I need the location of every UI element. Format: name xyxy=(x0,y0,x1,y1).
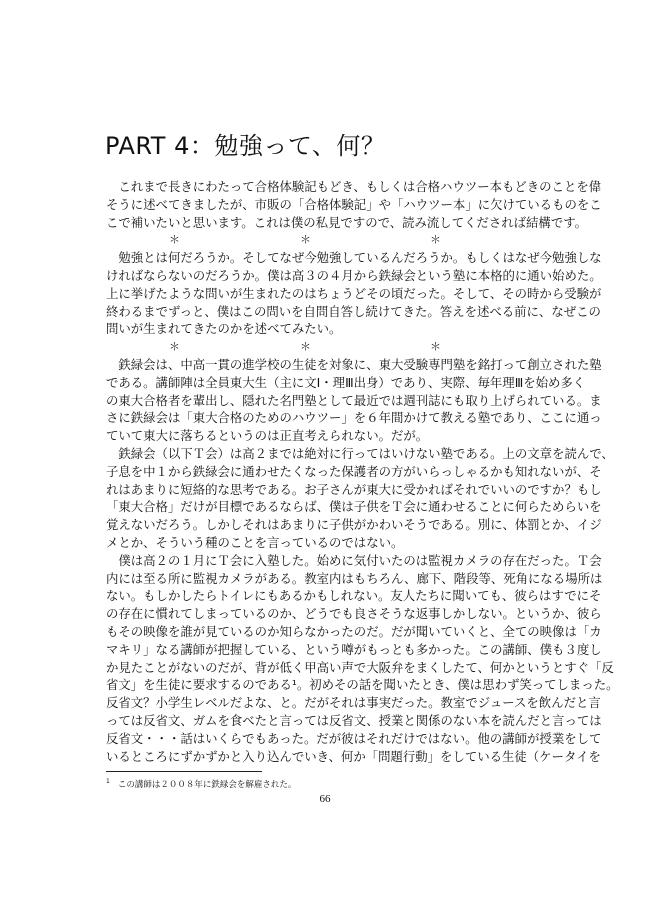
text-line: ければならないのだろうか。僕は高３の４月から鉄緑会という塾に本格的に通い始めた。 xyxy=(106,267,602,283)
text-line: 「東大合格」だけが目標であるならば、僕は子供をＴ会に通わせることに何らためらいを xyxy=(106,499,602,515)
text-line: 僕は高２の１月にＴ会に入塾した。始めに気付いたのは監視カメラの存在だった。Ｔ会 xyxy=(106,552,602,568)
text-line: メとか、そういう種のことを言っているのではない。 xyxy=(106,534,404,550)
text-line: の存在に慣れてしまっているのか、どうでも良さそうな返事しかしない。というか、彼ら xyxy=(106,606,602,622)
footnote-text: この講師は２００８年に鉄緑会を解雇された。 xyxy=(117,780,297,790)
text-line: 鉄緑会（以下Ｔ会）は高２までは絶対に行ってはいけない塾である。上の文章を読んで、 xyxy=(106,445,614,461)
footnote-mark: 1 xyxy=(106,778,110,785)
text-line: こで補いたいと思います。これは僕の私見ですので、読み流してくだされば結構です。 xyxy=(106,214,588,230)
separator-asterisk: ＊ xyxy=(169,233,180,247)
separator-asterisk: ＊ xyxy=(430,340,441,354)
text-line: マキリ」なる講師が把握している、という噂がもっとも多かった。この講師、僕も３度し xyxy=(106,641,602,657)
paragraph xyxy=(106,552,619,766)
footnote-divider xyxy=(106,771,262,772)
paragraph xyxy=(106,356,602,445)
paragraph xyxy=(106,445,614,552)
text-line: っては反省文、ガムを食べたと言っては反省文、授業と関係のない本を読んだと言っては xyxy=(106,712,602,728)
footnote xyxy=(106,778,296,790)
separator-asterisk: ＊ xyxy=(300,340,311,354)
text-line: である。講師陣は全員東大生（主に文Ⅰ・理Ⅲ出身）であり、実際、毎年理Ⅲを始め多く xyxy=(106,374,586,390)
text-line: 勉強とは何だろうか。そしてなぜ今勉強しているんだろうか。もしくはなぜ今勉強しな xyxy=(106,250,602,266)
text-line: いるところにずかずかと入り込んでいき、何か「問題行動」をしている生徒（ケータイを xyxy=(106,748,601,764)
page-number: 66 xyxy=(319,793,331,805)
chapter-title: PART 4：勉強って、何？ xyxy=(105,132,386,160)
paragraph xyxy=(106,249,602,338)
text-line: 鉄緑会は、中高一貫の進学校の生徒を対象に、東大受験専門塾を銘打って創立された塾 xyxy=(106,356,602,372)
paragraph xyxy=(106,178,602,231)
text-line: ていて東大に落ちるというのは正直考えられない。だが。 xyxy=(106,428,429,444)
text-line: そうに述べてきましたが、市販の「合格体験記」や「ハウツー本」に欠けているものをこ xyxy=(106,196,602,212)
text-line: の東大合格者を輩出し、隠れた名門塾として最近では週刊誌にも取り上げられている。ま xyxy=(106,392,602,408)
text-line: か見たことがないのだが、背が低く甲高い声で大阪弁をまくしたて、何かというとすぐ「反 xyxy=(106,659,614,675)
text-line: 終わるまでずっと、僕はこの問いを自問自答し続けてきた。答えを述べる前に、なぜこの xyxy=(106,303,601,319)
text-line: さに鉄緑会は「東大合格のためのハウツー」を６年間かけて教える塾であり、ここに通っ xyxy=(106,410,602,426)
separator-asterisk: ＊ xyxy=(169,340,180,354)
text-line: 子息を中１から鉄緑会に通わせたくなった保護者の方がいらっしゃるかも知れないが、そ xyxy=(106,463,602,479)
text-line: もその映像を誰が見ているのか知らなかったのだ。だが聞いていくと、全ての映像は「カ xyxy=(106,623,602,639)
text-line: 反省文・・・話はいくらでもあった。だが彼はそれだけではない。他の講師が授業をして xyxy=(106,730,602,746)
body-text xyxy=(106,178,619,765)
text-line: れはあまりに短絡的な思考である。お子さんが東大に受かればそれでいいのですか？もし xyxy=(106,481,602,497)
text-line: これまで長きにわたって合格体験記もどき、もしくは合格ハウツー本もどきのことを偉 xyxy=(106,179,602,194)
text-line: 内には至る所に監視カメラがある。教室内はもちろん、廊下、階段等、死角になる場所は xyxy=(106,570,603,586)
text-line: 省文」を生徒に要求するのである¹。初めその話を聞いたとき、僕は思わず笑ってしまった。 xyxy=(106,677,619,693)
text-line: ない。もしかしたらトイレにもあるかもしれない。友人たちに聞いても、彼らはすでにそ xyxy=(106,588,602,604)
separator-asterisk: ＊ xyxy=(300,233,311,247)
text-line: 問いが生まれてきたのかを述べてみたい。 xyxy=(106,321,342,337)
text-line: 上に挙げたような問いが生まれたのはちょうどその頃だった。そして、その時から受験が xyxy=(106,285,602,301)
text-line: 覚えないだろう。しかしそれはあまりに子供がかわいそうである。別に、体罰とか、イジ xyxy=(106,517,602,533)
section-separator xyxy=(106,231,546,249)
section-separator xyxy=(106,338,546,356)
text-line: 反省文？小学生レベルだよな、と。だがそれは事実だった。教室でジュースを飲んだと言 xyxy=(106,695,601,711)
separator-asterisk: ＊ xyxy=(430,233,441,247)
